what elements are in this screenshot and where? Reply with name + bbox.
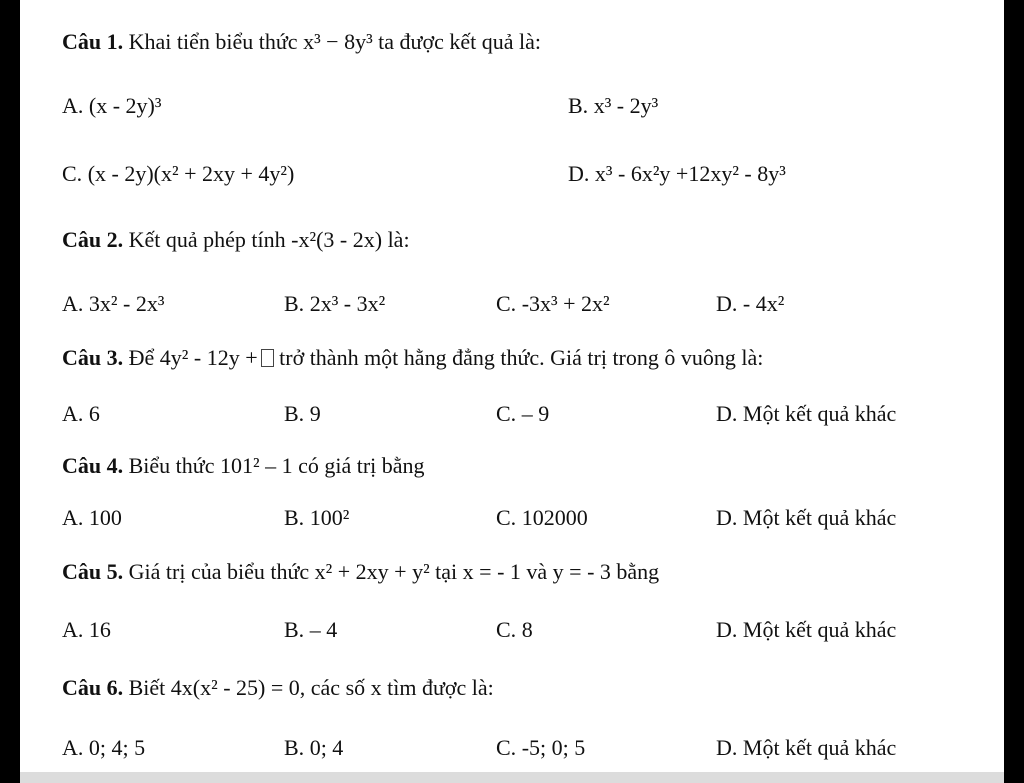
q6-option-b[interactable] (284, 734, 343, 762)
q2-option-a-value: 3x² - 2x³ (88, 291, 165, 316)
q3-option-d-letter: D. (716, 401, 738, 426)
q1-option-a-letter: A. (62, 93, 84, 118)
q3-option-d[interactable] (716, 400, 896, 428)
q5-option-a[interactable] (62, 616, 111, 644)
q3-option-b-value: 9 (309, 401, 321, 426)
q5-option-c-letter: C. (496, 617, 517, 642)
q6-option-a[interactable] (62, 734, 145, 762)
q2-option-b[interactable] (284, 290, 385, 318)
q5-option-b[interactable] (284, 616, 337, 644)
question-6-expression: 4x(x² - 25) = 0 (170, 675, 300, 700)
q2-option-a-letter: A. (62, 291, 84, 316)
q2-option-b-value: 2x³ - 3x² (309, 291, 386, 316)
q4-option-c-value: 102000 (521, 505, 588, 530)
q4-option-d-letter: D. (716, 505, 738, 530)
question-2 (62, 226, 410, 254)
q5-option-b-letter: B. (284, 617, 305, 642)
question-6-text-after: , các số x tìm được là: (299, 675, 494, 700)
q3-option-a[interactable] (62, 400, 100, 428)
worksheet-page (20, 0, 1004, 772)
question-1-expression: x³ − 8y³ (303, 29, 373, 54)
q5-option-b-value: – 4 (309, 617, 338, 642)
q4-option-c[interactable] (496, 504, 588, 532)
q6-option-b-letter: B. (284, 735, 305, 760)
question-5-text-after: tại x = - 1 và y = - 3 bằng (435, 559, 660, 584)
question-5-text-before: Giá trị của biểu thức (128, 559, 310, 584)
question-2-text-after: là: (387, 227, 410, 252)
question-1-label: Câu 1. (62, 29, 124, 54)
q6-option-b-value: 0; 4 (309, 735, 344, 760)
question-3-text-before: Để (128, 345, 155, 370)
q4-option-b-letter: B. (284, 505, 305, 530)
q1-option-a-value: (x - 2y)³ (88, 93, 162, 118)
q1-option-b-letter: B. (568, 93, 589, 118)
q3-option-b-letter: B. (284, 401, 305, 426)
q6-option-a-value: 0; 4; 5 (88, 735, 146, 760)
bottom-strip (20, 772, 1004, 783)
question-6-label: Câu 6. (62, 675, 124, 700)
q5-option-a-value: 16 (88, 617, 111, 642)
q4-option-d[interactable] (716, 504, 896, 532)
question-3-text-after: trở thành một hằng đẳng thức. Giá trị trong ô vuông là: (279, 345, 764, 370)
question-6 (62, 674, 494, 702)
question-2-text-before: Kết quả phép tính (128, 227, 286, 252)
q4-option-c-letter: C. (496, 505, 517, 530)
q2-option-c-letter: C. (496, 291, 517, 316)
question-5-label: Câu 5. (62, 559, 124, 584)
q5-option-d-value: Một kết quả khác (742, 617, 897, 642)
question-4-expression: 101² – 1 (219, 453, 293, 478)
question-6-text-before: Biết (128, 675, 166, 700)
question-4-text-before: Biểu thức (128, 453, 215, 478)
q2-option-a[interactable] (62, 290, 164, 318)
q3-option-d-value: Một kết quả khác (742, 401, 897, 426)
q1-option-a[interactable] (62, 92, 161, 120)
q2-option-d-value: - 4x² (742, 291, 785, 316)
q4-option-a[interactable] (62, 504, 122, 532)
question-2-expression: -x²(3 - 2x) (291, 227, 383, 252)
question-5 (62, 558, 659, 586)
q5-option-d-letter: D. (716, 617, 738, 642)
q1-option-d-letter: D. (568, 161, 590, 186)
q4-option-b-value: 100² (309, 505, 350, 530)
q5-option-c[interactable] (496, 616, 533, 644)
question-1-text-before: Khai tiển biểu thức (128, 29, 298, 54)
question-5-expression: x² + 2xy + y² (314, 559, 430, 584)
q5-option-a-letter: A. (62, 617, 84, 642)
q6-option-d-value: Một kết quả khác (742, 735, 897, 760)
q4-option-b[interactable] (284, 504, 349, 532)
q1-option-d-value: x³ - 6x²y +12xy² - 8y³ (594, 161, 786, 186)
q1-option-b[interactable] (568, 92, 658, 120)
q1-option-c-value: (x - 2y)(x² + 2xy + 4y²) (87, 161, 295, 186)
q6-option-c-letter: C. (496, 735, 517, 760)
q2-option-b-letter: B. (284, 291, 305, 316)
q4-option-d-value: Một kết quả khác (742, 505, 897, 530)
blank-square-box (261, 349, 274, 367)
question-2-label: Câu 2. (62, 227, 124, 252)
q6-option-d-letter: D. (716, 735, 738, 760)
q2-option-c[interactable] (496, 290, 610, 318)
q2-option-c-value: -3x³ + 2x² (521, 291, 610, 316)
q6-option-c-value: -5; 0; 5 (521, 735, 586, 760)
q1-option-c[interactable] (62, 160, 294, 188)
q4-option-a-value: 100 (88, 505, 122, 530)
q3-option-a-letter: A. (62, 401, 84, 426)
q4-option-a-letter: A. (62, 505, 84, 530)
q3-option-c[interactable] (496, 400, 549, 428)
q3-option-a-value: 6 (88, 401, 100, 426)
q3-option-c-letter: C. (496, 401, 517, 426)
q6-option-a-letter: A. (62, 735, 84, 760)
q5-option-d[interactable] (716, 616, 896, 644)
question-1-text-after: ta được kết quả là: (378, 29, 542, 54)
question-3-label: Câu 3. (62, 345, 124, 370)
question-4-text-after: có giá trị bằng (298, 453, 425, 478)
q1-option-c-letter: C. (62, 161, 83, 186)
question-1 (62, 28, 541, 56)
question-3 (62, 344, 763, 372)
question-4 (62, 452, 425, 480)
q2-option-d-letter: D. (716, 291, 738, 316)
q2-option-d[interactable] (716, 290, 784, 318)
question-4-label: Câu 4. (62, 453, 124, 478)
question-3-expression: 4y² - 12y + (159, 345, 258, 370)
q5-option-c-value: 8 (521, 617, 533, 642)
q3-option-b[interactable] (284, 400, 321, 428)
q1-option-b-value: x³ - 2y³ (593, 93, 659, 118)
q6-option-d[interactable] (716, 734, 896, 762)
q3-option-c-value: – 9 (521, 401, 550, 426)
q1-option-d[interactable] (568, 160, 786, 188)
q6-option-c[interactable] (496, 734, 585, 762)
